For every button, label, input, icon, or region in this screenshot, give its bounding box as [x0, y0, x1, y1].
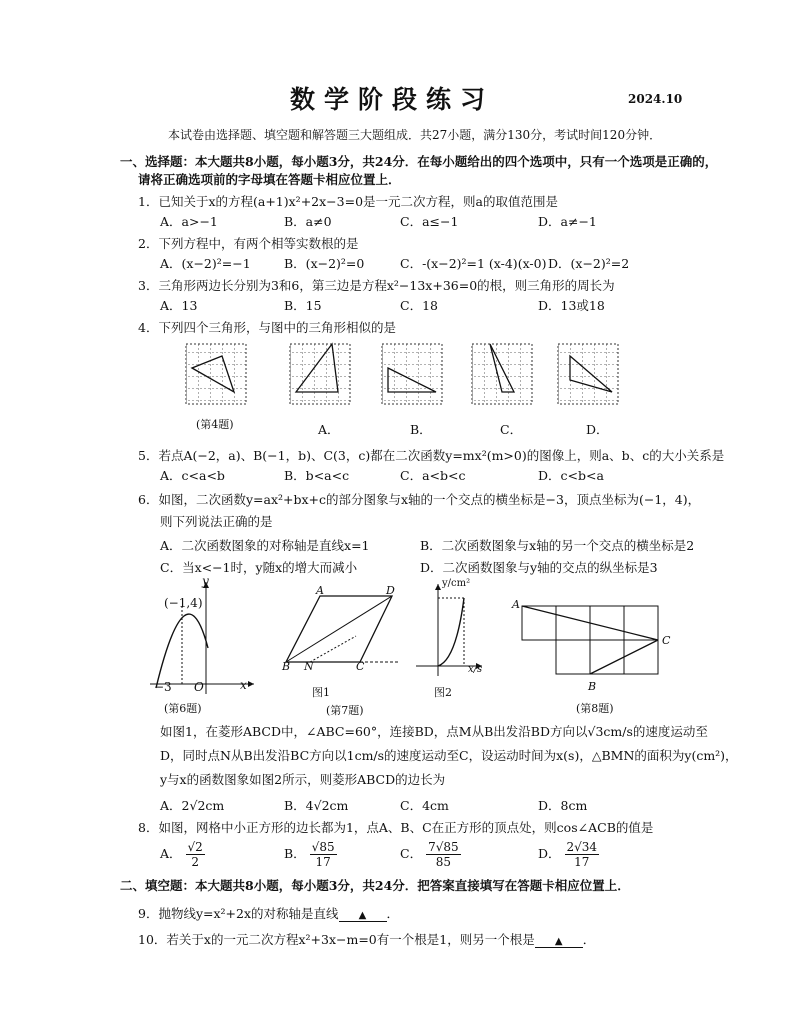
- q4-label-d: D．: [586, 422, 609, 437]
- q7-point-d: D: [386, 584, 395, 597]
- q7-point-b: B: [282, 660, 291, 673]
- q8-stem: 8．如图，网格中小正方形的边长都为1，点A、B、C在正方形的顶点处，则cos∠ACB的值是: [138, 820, 654, 835]
- q7-option-c: C．4cm: [400, 798, 449, 813]
- q8-grid-figure: [518, 598, 671, 691]
- q7-rhombus-figure: [280, 590, 410, 673]
- q1-option-c: C．a≤−1: [400, 214, 459, 229]
- q6-caption: (第6题): [164, 702, 202, 715]
- q1-option-b: B．a≠0: [284, 214, 332, 229]
- section2-heading: 二、填空题：本大题共8小题，每小题3分，共24分．把答案直接填写在答题卡相应位置上．: [120, 878, 630, 893]
- q2-option-d: D．(x−2)²=2: [548, 256, 630, 271]
- q9-answer-blank[interactable]: ▲: [339, 910, 387, 922]
- q6-stem-line2: 则下列说法正确的是: [160, 514, 273, 529]
- q2-option-b: B．(x−2)²=0: [284, 256, 365, 271]
- q6-option-c: C．当x<−1时，y随x的增大而减小: [160, 560, 358, 575]
- q4-figures: [186, 340, 626, 415]
- q3-option-c: C．18: [400, 298, 438, 313]
- q6-stem-line1: 6．如图，二次函数y=ax²+bx+c的部分图象与x轴的一个交点的横坐标是−3，顶点坐标为(−1，4)，: [138, 492, 701, 507]
- q6-y-axis-label: y: [202, 574, 209, 588]
- q7-option-d: D．8cm: [538, 798, 588, 813]
- q3-option-b: B．15: [284, 298, 322, 313]
- section1-heading-line1: 一、选择题：本大题共8小题，每小题3分，共24分．在每小题给出的四个选项中，只有一个选项是正确的，: [120, 154, 718, 169]
- q9-end: ．: [386, 906, 400, 921]
- q1-stem: 1．已知关于x的方程(a+1)x²+2x−3=0是一元二次方程，则a的取值范围是: [138, 194, 558, 209]
- q7-caption: (第7题): [326, 704, 364, 717]
- q8-option-c: [400, 840, 461, 869]
- q8-option-c-letter: C．: [400, 846, 423, 861]
- q7-option-b: B．4√2cm: [284, 798, 349, 813]
- q3-stem: 3．三角形两边长分别为3和6，第三边是方程x²−13x+36=0的根，则三角形的周长为: [138, 278, 615, 293]
- q8-option-b-fraction: $\frac{√85}{17}$: [311, 840, 335, 869]
- q6-neg3-label: −3: [154, 680, 172, 694]
- q7-option-a: A．2√2cm: [160, 798, 225, 813]
- q10-line: [138, 930, 595, 948]
- q4-label-c: C．: [500, 422, 523, 437]
- q10-end: ．: [582, 932, 596, 947]
- q9-line: [138, 904, 399, 922]
- q10-answer-blank[interactable]: ▲: [535, 936, 583, 948]
- q7-line1: 如图1，在菱形ABCD中，∠ABC=60°，连接BD，点M从B出发沿BD方向以√3cm/s的速度运动至: [160, 724, 708, 739]
- q6-vertex-label: (−1,4): [164, 596, 203, 610]
- q8-point-a: A: [512, 598, 520, 611]
- q4-grid-d: [558, 344, 618, 404]
- q6-origin-label: O: [194, 680, 204, 694]
- q7-x-unit: x/s: [468, 664, 483, 675]
- q8-option-d: [538, 840, 599, 869]
- q8-option-a-letter: A．: [160, 846, 182, 861]
- q4-grid-c: [472, 344, 532, 404]
- q7-point-n: N: [304, 660, 314, 673]
- q8-option-d-letter: D．: [538, 846, 561, 861]
- q6-option-d: D．二次函数图象与y轴的交点的纵坐标是3: [420, 560, 658, 575]
- q7-fig2-caption: 图2: [434, 686, 452, 699]
- q4-label-b: B．: [410, 422, 432, 437]
- q2-option-c: C．-(x−2)²=1 (x-4)(x-0): [400, 256, 547, 271]
- q5-option-d: D．c<b<a: [538, 468, 604, 483]
- q5-option-b: B．b<a<c: [284, 468, 350, 483]
- q8-point-c: C: [662, 634, 671, 647]
- q5-stem: 5．若点A(−2，a)、B(−1，b)、C(3，c)都在二次函数y=mx²(m>0)的图像上，则a、b、c的大小关系是: [138, 448, 725, 463]
- q7-point-a: A: [316, 584, 324, 597]
- q4-caption: (第4题): [196, 418, 234, 431]
- q3-option-a: A．13: [160, 298, 198, 313]
- q5-option-c: C．a<b<c: [400, 468, 466, 483]
- q4-label-a: A．: [318, 422, 340, 437]
- q2-stem: 2．下列方程中，有两个相等实数根的是: [138, 236, 359, 251]
- q8-option-a-fraction: $\frac{√2}{2}$: [187, 840, 203, 869]
- q8-option-b: [284, 840, 337, 869]
- q8-option-d-fraction: $\frac{2√34}{17}$: [566, 840, 598, 869]
- q7-y-unit: y/cm²: [442, 578, 471, 589]
- q8-option-b-letter: B．: [284, 846, 306, 861]
- q3-option-d: D．13或18: [538, 298, 605, 313]
- q9-stem: 9．抛物线y=x²+2x的对称轴是直线: [138, 906, 339, 921]
- q4-grid-b: [382, 344, 442, 404]
- q7-point-c: C: [356, 660, 365, 673]
- q6-option-a: A．二次函数图象的对称轴是直线x=1: [160, 538, 370, 553]
- q6-option-b: B．二次函数图象与x轴的另一个交点的横坐标是2: [420, 538, 695, 553]
- q4-stem: 4．下列四个三角形，与图中的三角形相似的是: [138, 320, 396, 335]
- q4-reference-grid: [186, 344, 246, 404]
- q2-option-a: A．(x−2)²=−1: [160, 256, 251, 271]
- q4-grid-a: [290, 344, 350, 404]
- exam-date: 2024.10: [628, 92, 683, 106]
- q7-line2: D，同时点N从B出发沿BC方向以1cm/s的速度运动至C，设运动时间为x(s)，△BMN的面积为y(cm²)，: [160, 748, 738, 763]
- intro-text: 本试卷由选择题、填空题和解答题三大题组成．共27小题，满分130分，考试时间120分钟．: [168, 128, 662, 142]
- section1-heading-line2: 请将正确选项前的字母填在答题卡相应位置上．: [138, 172, 401, 187]
- q8-point-b: B: [588, 680, 597, 693]
- q10-stem: 10．若关于x的一元二次方程x²+3x−m=0有一个根是1，则另一个根是: [138, 932, 535, 947]
- q7-fig1-caption: 图1: [312, 686, 330, 699]
- q8-option-a: [160, 840, 205, 869]
- q7-line3: y与x的函数图象如图2所示，则菱形ABCD的边长为: [160, 772, 446, 787]
- q5-option-a: A．c<a<b: [160, 468, 225, 483]
- q1-option-d: D．a≠−1: [538, 214, 597, 229]
- page-title: 数学阶段练习: [290, 85, 495, 114]
- q1-option-a: A．a>−1: [160, 214, 218, 229]
- q6-x-axis-label: x: [240, 678, 247, 692]
- q8-caption: (第8题): [576, 702, 614, 715]
- q8-option-c-fraction: $\frac{7√85}{85}$: [428, 840, 459, 869]
